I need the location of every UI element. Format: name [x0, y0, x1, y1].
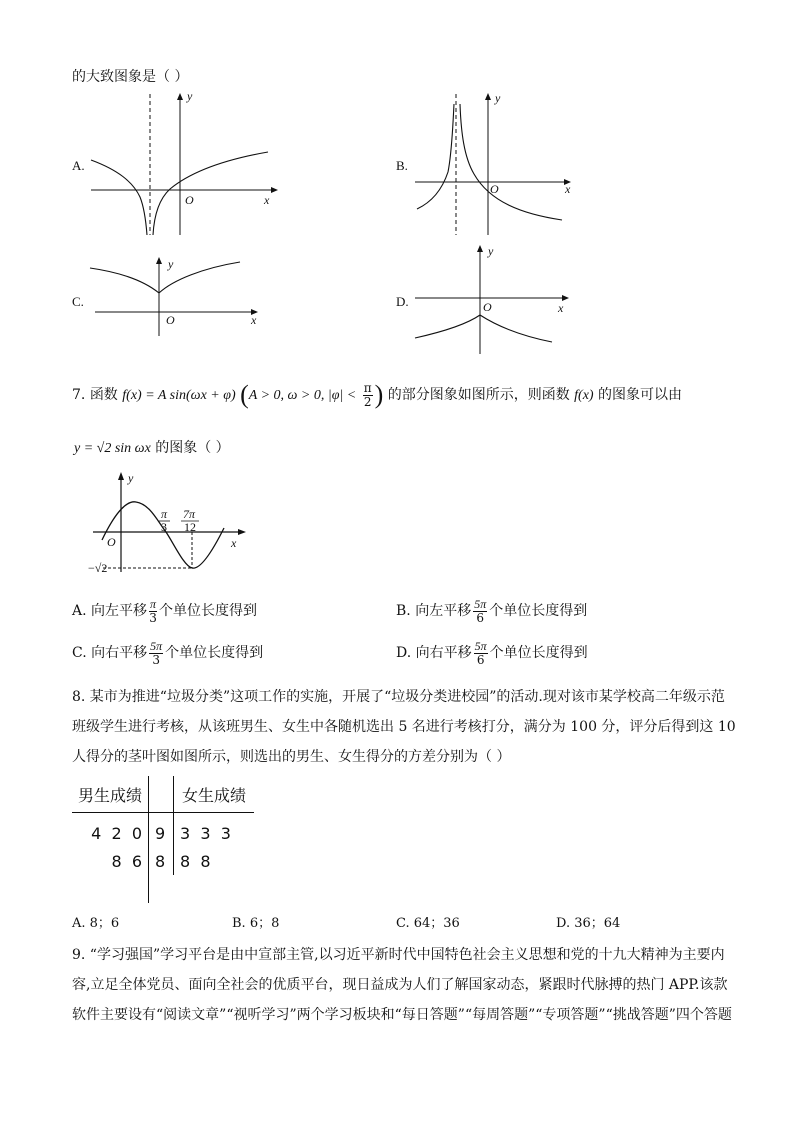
q7-option-b: B. 向左平移 $\frac{5\pi}{6}$ 个单位长度得到 [396, 596, 588, 625]
q7-ymin-label: −√2 [88, 561, 108, 575]
q6-b-x-label: x [565, 182, 571, 196]
q9-line2: 容,立足全体党员、面向全社会的优质平台，现日益成为人们了解国家动态，紧跟时代脉搏的热门 APP.该款 [72, 977, 728, 993]
q7-tick2-den: 12 [184, 520, 196, 534]
q6-b-y-label: y [495, 91, 501, 105]
q7-line2-text: 的图象（ ） [155, 440, 230, 456]
female-leaves-row1: 3 3 3 [174, 813, 255, 848]
q7-suffix: 的图象可以由 [598, 387, 683, 403]
q8-line1: 8. 某市为推进“垃圾分类”这项工作的实施，开展了“垃圾分类进校园”的活动.现对该市某学校高二年级示范 [72, 689, 725, 705]
q9-line1: 9. “学习强国”学习平台是由中宣部主管,以习近平新时代中国特色社会主义思想和党的十九大精神为主要内 [72, 947, 725, 963]
q7-condition-frac: $\frac{\pi}{2}$ [363, 380, 372, 409]
q7-number: 7. [72, 387, 86, 403]
q7-fx: f(x) [574, 388, 594, 403]
q7-middle: 的部分图象如图所示，则函数 [387, 387, 570, 403]
q6-graph-a [88, 89, 288, 242]
q7-graph [88, 470, 258, 580]
q6-d-origin: O [483, 300, 492, 314]
q7-graph-x-label: x [231, 536, 237, 550]
q7-func: f(x) = A sin(ωx + φ) [122, 388, 236, 403]
q8-line3: 人得分的茎叶图如图所示，则选出的男生、女生得分的方差分别为（ ） [72, 749, 511, 765]
q6-graph-b [412, 92, 582, 242]
q6-graph-d [412, 242, 582, 357]
q6-d-y-label: y [488, 244, 494, 258]
q8-option-b: B. 6；8 [232, 916, 280, 931]
q7-option-c: C. 向右平移 $\frac{5\pi}{3}$ 个单位长度得到 [72, 638, 264, 667]
q8-line2: 班级学生进行考核，从该班男生、女生中各随机选出 5 名进行考核打分，满分为 100 分，评分后得到这 10 [72, 719, 736, 735]
q6-a-y-label: y [187, 89, 193, 103]
q7-graph-origin: O [107, 535, 116, 549]
stem-row2: 8 [149, 847, 174, 875]
stem-row1: 9 [149, 813, 174, 848]
q6-c-x-label: x [251, 313, 257, 327]
q7-condition-a: A > 0, ω > 0, |φ| < [248, 388, 357, 403]
q6-b-origin: O [490, 182, 499, 196]
q6-option-d-label: D. [396, 294, 409, 309]
q6-option-b-label: B. [396, 158, 408, 173]
q7-graph-y-label: y [128, 471, 134, 485]
q9-line3: 软件主要设有“阅读文章”“视听学习”两个学习板块和“每日答题”“每周答题”“专项答题”“挑战答题”四个答题 [72, 1007, 732, 1023]
q6-option-a-label: A. [72, 158, 85, 173]
q6-graph-c [88, 256, 268, 336]
header-female-scores: 女生成绩 [174, 776, 255, 813]
q7-tick2-num: 7π [183, 507, 196, 521]
stem-leaf-table [72, 776, 254, 903]
q8-option-a: A. 8；6 [72, 916, 120, 931]
q6-c-y-label: y [168, 257, 174, 271]
q7-prefix: 函数 [89, 387, 118, 403]
male-leaves-row2: 8 6 [111, 851, 143, 871]
q7-tick1-num: π [161, 507, 168, 521]
q7-option-a: A. 向左平移 $\frac{\pi}{3}$ 个单位长度得到 [72, 596, 258, 625]
q7-stem-line1: 7. 函数 f(x) = A sin(ωx + φ) (A > 0, ω > 0, |φ| < $\frac{\pi}{2}$ ) 的部分图象如图所示，则函数 f(x) 的图象可以由 [72, 380, 683, 409]
q7-line2-math: y = √2 sin ωx [74, 441, 151, 456]
q7-tick1-den: 3 [161, 520, 167, 534]
q8-option-d: D. 36；64 [556, 916, 621, 931]
q6-option-c-label: C. [72, 294, 84, 309]
q6-d-x-label: x [558, 301, 564, 315]
q6-stem: 的大致图象是（ ） [72, 69, 189, 85]
q8-option-c: C. 64；36 [396, 916, 460, 931]
q6-a-x-label: x [264, 193, 270, 207]
q7-option-d: D. 向右平移 $\frac{5\pi}{6}$ 个单位长度得到 [396, 638, 588, 667]
male-leaves-row1: 4 2 0 [91, 823, 143, 843]
female-leaves-row2: 8 8 [174, 847, 255, 875]
q6-c-origin: O [166, 313, 175, 327]
q6-a-origin: O [185, 193, 194, 207]
header-male-scores: 男生成绩 [78, 785, 143, 805]
q7-stem-line2 [74, 437, 230, 457]
